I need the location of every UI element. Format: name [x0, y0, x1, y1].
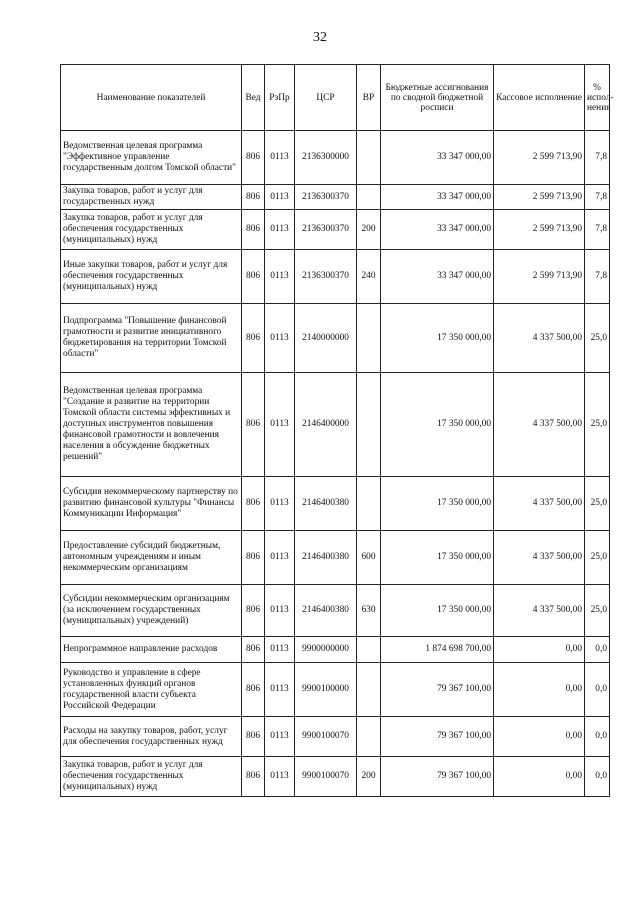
table-row: [61, 210, 610, 250]
row-csr: 2146400380: [295, 477, 357, 531]
row-rzpr: 0113: [265, 304, 295, 373]
row-cash: 0,00: [494, 757, 585, 797]
row-cash: 0,00: [494, 637, 585, 663]
row-vr: [357, 373, 381, 477]
row-name: Закупка товаров, работ и услуг для государственных нужд: [61, 185, 242, 210]
row-ved: 806: [242, 663, 265, 717]
row-ved: 806: [242, 250, 265, 304]
row-vr: [357, 663, 381, 717]
row-csr: 2146400380: [295, 531, 357, 585]
row-pct: 7,8: [585, 210, 610, 250]
row-csr: 2140000000: [295, 304, 357, 373]
row-cash: 0,00: [494, 717, 585, 757]
row-pct: 7,8: [585, 250, 610, 304]
row-rzpr: 0113: [265, 717, 295, 757]
row-budget: 33 347 000,00: [381, 210, 494, 250]
row-budget: 79 367 100,00: [381, 663, 494, 717]
row-vr: 630: [357, 585, 381, 637]
row-name: Ведомственная целевая программа "Эффективное управление государственным долгом Томской области": [61, 131, 242, 185]
row-pct: 0,0: [585, 663, 610, 717]
row-cash: 2 599 713,90: [494, 250, 585, 304]
row-budget: 17 350 000,00: [381, 531, 494, 585]
row-cash: 4 337 500,00: [494, 304, 585, 373]
row-csr: 2136300000: [295, 131, 357, 185]
table-row: [61, 757, 610, 797]
table-row: [61, 663, 610, 717]
header-cash: Кассовое исполнение: [494, 65, 585, 131]
row-vr: [357, 717, 381, 757]
row-name: Расходы на закупку товаров, работ, услуг для обеспечения государственных нужд: [61, 717, 242, 757]
table-row: [61, 304, 610, 373]
row-budget: 17 350 000,00: [381, 585, 494, 637]
row-name: Подпрограмма "Повышение финансовой грамотности и развитие инициативного бюджетирования на территории Томской области": [61, 304, 242, 373]
row-vr: [357, 637, 381, 663]
row-name: Закупка товаров, работ и услуг для обеспечения государственных (муниципальных) нужд: [61, 210, 242, 250]
row-vr: [357, 477, 381, 531]
row-rzpr: 0113: [265, 210, 295, 250]
row-rzpr: 0113: [265, 585, 295, 637]
row-name: Предоставление субсидий бюджетным, автономным учреждениям и иным некоммерческим организациям: [61, 531, 242, 585]
row-csr: 9900100070: [295, 717, 357, 757]
header-name: Наименование показателей: [61, 65, 242, 131]
row-rzpr: 0113: [265, 663, 295, 717]
row-ved: 806: [242, 131, 265, 185]
row-pct: 25,0: [585, 304, 610, 373]
row-ved: 806: [242, 185, 265, 210]
row-pct: 25,0: [585, 477, 610, 531]
table-row: [61, 185, 610, 210]
row-budget: 79 367 100,00: [381, 717, 494, 757]
row-cash: 4 337 500,00: [494, 477, 585, 531]
row-rzpr: 0113: [265, 637, 295, 663]
row-csr: 2136300370: [295, 185, 357, 210]
row-pct: 25,0: [585, 531, 610, 585]
table-row: [61, 373, 610, 477]
row-csr: 2136300370: [295, 210, 357, 250]
row-ved: 806: [242, 637, 265, 663]
table-row: [61, 131, 610, 185]
row-budget: 1 874 698 700,00: [381, 637, 494, 663]
row-csr: 2146400000: [295, 373, 357, 477]
row-rzpr: 0113: [265, 531, 295, 585]
row-budget: 79 367 100,00: [381, 757, 494, 797]
row-ved: 806: [242, 304, 265, 373]
table-row: [61, 250, 610, 304]
row-cash: 4 337 500,00: [494, 531, 585, 585]
row-budget: 17 350 000,00: [381, 477, 494, 531]
row-vr: 240: [357, 250, 381, 304]
row-ved: 806: [242, 757, 265, 797]
row-pct: 0,0: [585, 757, 610, 797]
header-pct: % испол-нения: [585, 65, 610, 131]
row-name: Руководство и управление в сфере установленных функций органов государственной власти субъекта Российской Федерации: [61, 663, 242, 717]
row-name: Закупка товаров, работ и услуг для обеспечения государственных (муниципальных) нужд: [61, 757, 242, 797]
row-budget: 33 347 000,00: [381, 131, 494, 185]
row-vr: [357, 185, 381, 210]
header-csr: ЦСР: [295, 65, 357, 131]
page-number: 32: [313, 30, 327, 45]
row-budget: 33 347 000,00: [381, 250, 494, 304]
row-cash: 4 337 500,00: [494, 373, 585, 477]
row-pct: 25,0: [585, 373, 610, 477]
row-rzpr: 0113: [265, 131, 295, 185]
row-rzpr: 0113: [265, 757, 295, 797]
table-row: [61, 637, 610, 663]
header-vr: ВР: [357, 65, 381, 131]
row-pct: 0,0: [585, 717, 610, 757]
row-ved: 806: [242, 477, 265, 531]
row-name: Субсидия некоммерческому партнерству по развитию финансовой культуры "Финансы Коммуникации Информация": [61, 477, 242, 531]
table-header-row: [61, 65, 610, 131]
row-csr: 2146400380: [295, 585, 357, 637]
table-row: [61, 531, 610, 585]
row-cash: 2 599 713,90: [494, 131, 585, 185]
row-pct: 0,0: [585, 637, 610, 663]
row-pct: 25,0: [585, 585, 610, 637]
row-vr: 200: [357, 210, 381, 250]
row-vr: [357, 304, 381, 373]
row-rzpr: 0113: [265, 185, 295, 210]
row-csr: 9900100070: [295, 757, 357, 797]
row-csr: 2136300370: [295, 250, 357, 304]
row-csr: 9900100000: [295, 663, 357, 717]
row-pct: 7,8: [585, 185, 610, 210]
header-ved: Вед: [242, 65, 265, 131]
table-row: [61, 477, 610, 531]
row-ved: 806: [242, 210, 265, 250]
header-rzpr: РзПр: [265, 65, 295, 131]
table-row: [61, 585, 610, 637]
row-budget: 17 350 000,00: [381, 304, 494, 373]
row-name: Субсидии некоммерческим организациям (за исключением государственных (муниципальных) учреждений): [61, 585, 242, 637]
row-rzpr: 0113: [265, 373, 295, 477]
row-ved: 806: [242, 717, 265, 757]
row-cash: 4 337 500,00: [494, 585, 585, 637]
row-name: Ведомственная целевая программа "Создание и развитие на территории Томской области системы эффективных и доступных инструментов повышения финансовой грамотности и вовлечения населения в обсуждение бюджетных решений": [61, 373, 242, 477]
row-cash: 0,00: [494, 663, 585, 717]
row-vr: 200: [357, 757, 381, 797]
row-vr: [357, 131, 381, 185]
row-rzpr: 0113: [265, 250, 295, 304]
budget-execution-table: [60, 64, 614, 797]
row-ved: 806: [242, 373, 265, 477]
row-ved: 806: [242, 531, 265, 585]
row-cash: 2 599 713,90: [494, 210, 585, 250]
row-cash: 2 599 713,90: [494, 185, 585, 210]
row-ved: 806: [242, 585, 265, 637]
row-csr: 9900000000: [295, 637, 357, 663]
row-rzpr: 0113: [265, 477, 295, 531]
row-name: Иные закупки товаров, работ и услуг для обеспечения государственных (муниципальных) нужд: [61, 250, 242, 304]
header-budget: Бюджетные ассигнования по сводной бюджетной росписи: [381, 65, 494, 131]
row-budget: 17 350 000,00: [381, 373, 494, 477]
row-pct: 7,8: [585, 131, 610, 185]
row-budget: 33 347 000,00: [381, 185, 494, 210]
row-name: Непрограммное направление расходов: [61, 637, 242, 663]
table-row: [61, 717, 610, 757]
row-vr: 600: [357, 531, 381, 585]
